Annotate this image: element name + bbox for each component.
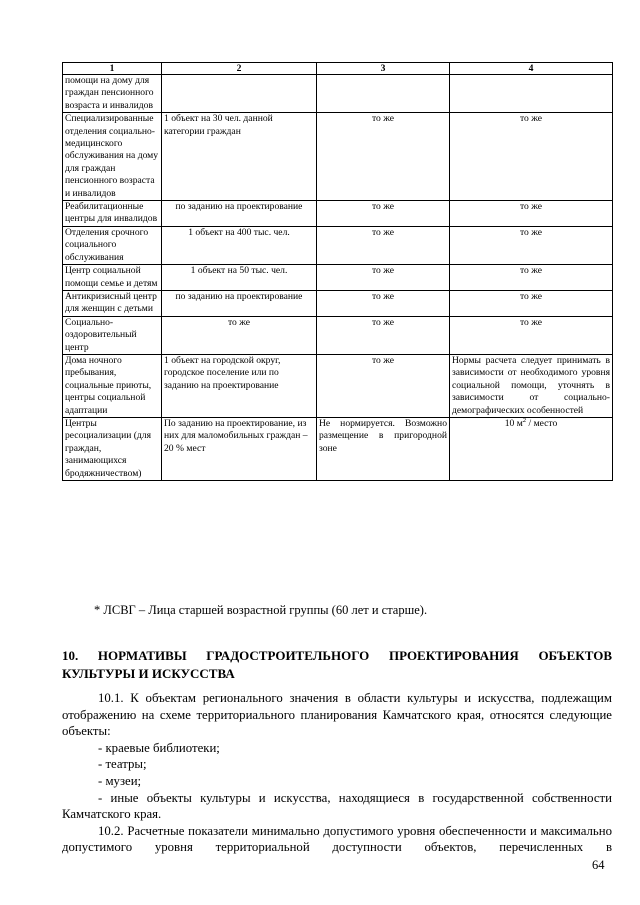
- facility-name-cell: Реабилитационные центры для инвалидов: [63, 201, 162, 227]
- norm-cell: [162, 75, 317, 113]
- area-cell: Нормы расчета следует принимать в зависимости от необходимого уровня социальной помощи, уточнять в зависимости от социально-демографических особенностей: [450, 354, 613, 417]
- accessibility-cell: то же: [317, 113, 450, 201]
- table-row: [63, 201, 613, 227]
- area-unit-exponent: 2: [522, 416, 527, 424]
- area-value: 10 м: [504, 417, 523, 429]
- table-row: [63, 290, 613, 316]
- column-header: 2: [162, 63, 317, 75]
- facility-name-cell: Социально-оздоровительный центр: [63, 316, 162, 354]
- section-body: [62, 690, 612, 856]
- facility-name-cell: Центр социальной помощи семье и детям: [63, 265, 162, 291]
- norm-cell: 1 объект на 30 чел. данной категории граждан: [162, 113, 317, 201]
- table-row: [63, 75, 613, 113]
- area-cell: то же: [450, 265, 613, 291]
- area-cell: то же: [450, 226, 613, 264]
- section-heading: 10. НОРМАТИВЫ ГРАДОСТРОИТЕЛЬНОГО ПРОЕКТИРОВАНИЯ ОБЪЕКТОВ КУЛЬТУРЫ И ИСКУССТВА: [62, 648, 612, 681]
- accessibility-cell: Не нормируется. Возможно размещение в пригородной зоне: [317, 417, 450, 480]
- column-header: 3: [317, 63, 450, 75]
- table-row: [63, 354, 613, 417]
- facility-name-cell: Центры ресоциализации (для граждан, занимающихся бродяжничеством): [63, 417, 162, 480]
- list-item: - иные объекты культуры и искусства, находящиеся в государственной собственности Камчатского края.: [62, 790, 612, 822]
- table-row: [63, 113, 613, 201]
- norm-cell: 1 объект на городской округ, городское поселение или по заданию на проектирование: [162, 354, 317, 417]
- accessibility-cell: [317, 75, 450, 113]
- column-header: 1: [63, 63, 162, 75]
- paragraph: 10.1. К объектам регионального значения в области культуры и искусства, подлежащим отображению на схеме территориального планирования Камчатского края, относятся следующие объекты:: [62, 691, 612, 739]
- accessibility-cell: то же: [317, 316, 450, 354]
- table-row: [63, 265, 613, 291]
- accessibility-cell: то же: [317, 354, 450, 417]
- paragraph: 10.2. Расчетные показатели минимально допустимого уровня обеспеченности и максимально допустимого уровня территориальной доступности объектов, перечисленных в: [62, 823, 612, 855]
- list-item: - театры;: [98, 757, 147, 772]
- table-row: [63, 316, 613, 354]
- area-cell: то же: [450, 290, 613, 316]
- column-header: 4: [450, 63, 613, 75]
- list-item: - краевые библиотеки;: [98, 740, 220, 755]
- area-unit-rest: / место: [526, 417, 558, 429]
- facility-name-cell: Специализированные отделения социально-медицинского обслуживания на дому для граждан пенсионного возраста и инвалидов: [63, 113, 162, 201]
- facility-name-cell: Дома ночного пребывания, социальные приюты, центры социальной адаптации: [63, 354, 162, 417]
- area-cell: то же: [450, 113, 613, 201]
- table-header-row: [63, 63, 613, 75]
- area-cell: [450, 417, 613, 480]
- accessibility-cell: то же: [317, 290, 450, 316]
- table-row: [63, 226, 613, 264]
- facility-name-cell: Антикризисный центр для женщин с детьми: [63, 290, 162, 316]
- facility-name-cell: помощи на дому для граждан пенсионного возраста и инвалидов: [63, 75, 162, 113]
- list-item: - музеи;: [98, 773, 142, 788]
- area-cell: то же: [450, 316, 613, 354]
- accessibility-cell: то же: [317, 265, 450, 291]
- norm-cell: по заданию на проектирование: [162, 290, 317, 316]
- area-cell: то же: [450, 201, 613, 227]
- table-footnote: * ЛСВГ – Лица старшей возрастной группы (60 лет и старше).: [94, 603, 428, 617]
- accessibility-cell: то же: [317, 201, 450, 227]
- norms-table: [62, 62, 613, 481]
- norm-cell: По заданию на проектирование, из них для маломобильных граждан – 20 % мест: [162, 417, 317, 480]
- norm-cell: 1 объект на 50 тыс. чел.: [162, 265, 317, 291]
- norm-cell: 1 объект на 400 тыс. чел.: [162, 226, 317, 264]
- accessibility-cell: то же: [317, 226, 450, 264]
- norm-cell: то же: [162, 316, 317, 354]
- table-row: [63, 417, 613, 480]
- facility-name-cell: Отделения срочного социального обслуживания: [63, 226, 162, 264]
- norm-cell: по заданию на проектирование: [162, 201, 317, 227]
- page-number: 64: [592, 858, 605, 872]
- area-cell: [450, 75, 613, 113]
